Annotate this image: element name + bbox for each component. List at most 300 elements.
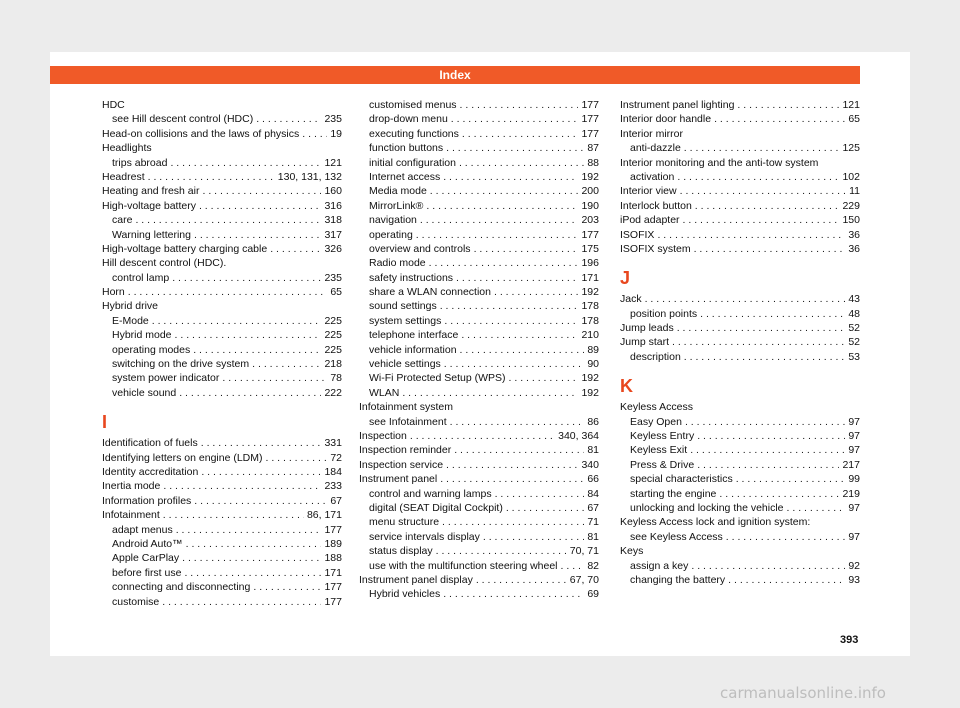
index-entry [359,386,599,400]
entry-pages: 78 [330,372,342,385]
index-entry [359,371,599,385]
dot-leader [645,292,846,306]
index-entry [620,199,860,213]
entry-term: telephone interface [369,329,459,342]
dot-leader [450,415,585,429]
index-entry [359,357,599,371]
index-entry [102,580,342,594]
entry-pages: 222 [324,386,342,399]
entry-term: WLAN [369,386,400,399]
watermark: carmanualsonline.info [720,684,886,702]
dot-leader [444,357,585,371]
entry-term: Internet access [369,170,441,183]
dot-leader [256,112,321,126]
entry-pages: 97 [848,501,860,514]
entry-term: status display [369,545,433,558]
dot-leader [677,321,846,335]
index-heading: HDC [102,99,125,111]
entry-term: share a WLAN connection [369,286,491,299]
entry-term: executing functions [369,127,459,140]
dot-leader [201,436,322,450]
index-entry [359,559,599,573]
index-entry [102,242,342,256]
entry-term: Android Auto™ [112,537,183,550]
entry-term: connecting and disconnecting [112,581,251,594]
index-entry [359,141,599,155]
entry-pages: 177 [324,581,342,594]
entry-term: safety instructions [369,271,454,284]
index-column-2 [359,98,599,602]
entry-term: Instrument panel lighting [620,99,735,111]
entry-term: see Infotainment [369,415,447,428]
entry-pages: 235 [324,271,342,284]
index-entry [620,350,860,364]
dot-leader [561,559,585,573]
entry-pages: 200 [581,185,599,198]
entry-term: customised menus [369,99,457,111]
entry-term: Horn [102,286,125,299]
entry-pages: 340, 364 [558,429,599,442]
entry-pages: 233 [324,480,342,493]
entry-term: description [630,350,681,363]
entry-term: navigation [369,214,417,227]
dot-leader [719,487,839,501]
entry-term: anti-dazzle [630,142,681,155]
dot-leader [495,487,585,501]
entry-pages: 19 [330,127,342,140]
entry-pages: 160 [324,185,342,198]
index-entry [102,213,342,227]
index-entry [620,292,860,306]
index-entry [620,242,860,256]
index-column-3 [620,98,860,587]
dot-leader [253,580,321,594]
dot-leader [446,458,578,472]
index-entry [102,343,342,357]
entry-pages: 67 [330,494,342,507]
index-entry [102,156,342,170]
index-entry [359,429,599,443]
entry-pages: 86, 171 [306,509,342,522]
index-entry [620,170,860,184]
entry-pages: 171 [324,566,342,579]
entry-pages: 184 [324,465,342,478]
entry-pages: 217 [842,458,860,471]
entry-term: Inertia mode [102,480,161,493]
entry-term: Inspection service [359,458,444,471]
dot-leader [402,386,578,400]
entry-pages: 190 [581,199,599,212]
entry-pages: 192 [581,170,599,183]
entry-pages: 82 [587,559,599,572]
entry-term: Heating and fresh air [102,185,200,198]
entry-pages: 171 [581,271,599,284]
entry-term: menu structure [369,516,440,529]
index-heading: Interior mirror [620,127,684,140]
dot-leader [737,98,839,112]
entry-pages: 97 [848,530,860,543]
index-entry [359,573,599,587]
index-entry [620,458,860,472]
index-entry [359,156,599,170]
dot-leader [456,271,578,285]
entry-term: Apple CarPlay [112,552,180,565]
index-entry [359,228,599,242]
entry-term: initial configuration [369,156,456,169]
entry-term: position points [630,307,698,320]
entry-term: digital (SEAT Digital Cockpit) [369,501,503,514]
section-letter-i: I [102,412,108,433]
entry-pages: 89 [587,343,599,356]
dot-leader [184,566,321,580]
index-entry [102,184,342,198]
entry-group [102,98,342,400]
entry-pages: 177 [324,523,342,536]
dot-leader [690,443,845,457]
entry-pages: 81 [587,530,599,543]
entry-term: Keyless Entry [630,430,695,443]
entry-term: High-voltage battery charging cable [102,242,268,255]
index-entry [359,127,599,141]
entry-pages: 130, 131, 132 [277,170,342,183]
index-entry [102,537,342,551]
dot-leader [728,573,845,587]
index-entry [102,523,342,537]
entry-term: Headrest [102,170,145,183]
entry-pages: 70, 71 [569,545,599,558]
index-entry [359,256,599,270]
index-entry [102,465,342,479]
dot-leader [494,285,578,299]
index-entry [620,112,860,126]
index-entry [620,335,860,349]
entry-pages: 93 [848,573,860,586]
entry-term: Hybrid vehicles [369,588,441,601]
entry-pages: 72 [330,451,342,464]
index-entry [359,443,599,457]
index-entry [102,199,342,213]
entry-pages: 188 [324,552,342,565]
dot-leader [461,328,578,342]
index-entry [620,321,860,335]
entry-pages: 88 [587,156,599,169]
section-letter-k: K [620,376,633,397]
index-entry [102,494,342,508]
index-entry [359,343,599,357]
index-entry [359,213,599,227]
dot-leader [700,307,845,321]
dot-leader [714,112,845,126]
entry-term: before first use [112,566,182,579]
entry-pages: 71 [587,516,599,529]
entry-group [620,98,860,256]
entry-pages: 84 [587,487,599,500]
entry-pages: 52 [848,322,860,335]
dot-leader [199,199,322,213]
entry-pages: 225 [324,329,342,342]
entry-term: activation [630,170,675,183]
dot-leader [672,335,845,349]
dot-leader [201,465,321,479]
index-entry [102,595,342,609]
index-entry [102,436,342,450]
entry-pages: 65 [848,113,860,126]
dot-leader [657,228,845,242]
dot-leader [787,501,846,515]
dot-leader [162,595,321,609]
index-heading: Keyless Access lock and ignition system: [620,516,811,529]
entry-term: Head-on collisions and the laws of physics [102,127,300,140]
index-entry [620,228,860,242]
entry-term: Keyless Exit [630,444,688,457]
dot-leader [695,199,840,213]
dot-leader [152,314,322,328]
entry-pages: 175 [581,242,599,255]
dot-leader [266,451,328,465]
entry-term: function buttons [369,142,444,155]
entry-term: system settings [369,314,442,327]
dot-leader [172,271,321,285]
entry-pages: 210 [581,329,599,342]
index-entry [620,443,860,457]
entry-pages: 189 [324,537,342,550]
index-entry [102,314,342,328]
entry-term: High-voltage battery [102,199,196,212]
dot-leader [697,458,839,472]
entry-pages: 192 [581,372,599,385]
entry-pages: 90 [587,358,599,371]
entry-pages: 150 [842,214,860,227]
index-entry [359,242,599,256]
index-entry [102,508,342,522]
dot-leader [202,184,321,198]
entry-pages: 218 [324,358,342,371]
dot-leader [460,343,585,357]
dot-leader [454,443,584,457]
entry-term: Inspection reminder [359,444,452,457]
index-entry [102,386,342,400]
entry-pages: 67 [587,501,599,514]
dot-leader [446,141,584,155]
dot-leader [429,256,579,270]
section-letter-j: J [620,268,631,289]
entry-pages: 177 [581,127,599,140]
index-entry [620,307,860,321]
entry-term: operating [369,228,413,241]
entry-pages: 331 [324,437,342,450]
index-heading: Hybrid drive [102,300,159,313]
entry-term: Press & Drive [630,458,695,471]
dot-leader [252,357,321,371]
entry-term: Media mode [369,185,427,198]
entry-term: Interlock button [620,199,692,212]
entry-term: customise [112,595,160,608]
entry-term: Jump leads [620,322,674,335]
entry-term: see Keyless Access [630,530,723,543]
entry-pages: 36 [848,242,860,255]
index-entry [102,271,342,285]
entry-pages: 177 [324,595,342,608]
entry-term: starting the engine [630,487,717,500]
entry-term: drop-down menu [369,113,448,126]
dot-leader [270,242,321,256]
entry-term: overview and controls [369,242,471,255]
entry-pages: 121 [842,99,860,111]
entry-pages: 121 [324,156,342,169]
entry-pages: 99 [848,473,860,486]
entry-pages: 66 [587,473,599,486]
entry-pages: 102 [842,170,860,183]
index-entry [359,199,599,213]
index-entry [359,314,599,328]
index-entry [359,328,599,342]
dot-leader [726,530,846,544]
entry-pages: 36 [848,228,860,241]
dot-leader [416,228,579,242]
entry-pages: 229 [842,199,860,212]
entry-term: MirrorLink® [369,199,424,212]
index-entry [102,285,342,299]
index-entry [102,112,342,126]
entry-term: control lamp [112,271,170,284]
entry-term: E-Mode [112,314,149,327]
entry-term: Information profiles [102,494,192,507]
entry-term: Instrument panel display [359,573,473,586]
entry-term: unlocking and locking the vehicle [630,501,784,514]
entry-pages: 11 [849,185,860,198]
entry-pages: 192 [581,286,599,299]
entry-term: Infotainment [102,509,160,522]
dot-leader [509,371,579,385]
entry-term: see Hill descent control (HDC) [112,113,254,126]
entry-term: Jack [620,293,642,306]
entry-term: Inspection [359,429,407,442]
index-entry [620,415,860,429]
entry-pages: 196 [581,257,599,270]
entry-pages: 92 [848,559,860,572]
entry-term: use with the multifunction steering wheel [369,559,558,572]
dot-leader [182,551,321,565]
entry-pages: 67, 70 [569,573,599,586]
index-column-1 [102,98,342,609]
dot-leader [186,537,322,551]
page-number: 393 [840,634,859,646]
index-entry [102,328,342,342]
dot-leader [128,285,328,299]
dot-leader [442,515,584,529]
dot-leader [163,508,304,522]
entry-term: system power indicator [112,372,220,385]
entry-pages: 326 [324,242,342,255]
entry-pages: 81 [587,444,599,457]
index-entry [620,472,860,486]
dot-leader [440,299,579,313]
index-entry [359,285,599,299]
entry-pages: 97 [848,444,860,457]
entry-pages: 69 [587,588,599,601]
dot-leader [194,494,327,508]
index-entry [620,501,860,515]
dot-leader [476,573,567,587]
dot-leader [460,98,579,112]
index-entry [102,479,342,493]
entry-pages: 43 [848,293,860,306]
dot-leader [194,228,321,242]
entry-term: Identity accreditation [102,465,199,478]
dot-leader [193,343,321,357]
entry-pages: 235 [324,113,342,126]
index-entry [620,530,860,544]
entry-term: Instrument panel [359,473,438,486]
entry-group [102,436,342,609]
dot-leader [179,386,321,400]
entry-pages: 86 [587,415,599,428]
index-heading: Infotainment system [359,401,453,414]
entry-pages: 178 [581,314,599,327]
dot-leader [222,371,327,385]
index-entry [359,184,599,198]
dot-leader [677,170,839,184]
index-entry [620,141,860,155]
index-entry [359,299,599,313]
index-entry [359,170,599,184]
index-entry [620,184,860,198]
index-entry [620,213,860,227]
index-entry [359,98,599,112]
entry-pages: 53 [848,350,860,363]
index-entry [359,515,599,529]
entry-pages: 97 [848,430,860,443]
index-entry [359,458,599,472]
entry-term: vehicle sound [112,386,177,399]
entry-term: Interior view [620,185,677,198]
entry-term: sound settings [369,300,437,313]
index-entry [359,587,599,601]
index-entry [359,544,599,558]
index-heading: Keyless Access [620,401,693,414]
entry-group [620,292,860,364]
entry-term: Identification of fuels [102,437,198,450]
index-entry [102,566,342,580]
entry-term: ISOFIX system [620,242,691,255]
dot-leader [148,170,275,184]
dot-leader [694,242,846,256]
dot-leader [483,530,584,544]
entry-pages: 316 [324,199,342,212]
entry-term: assign a key [630,559,689,572]
entry-pages: 177 [581,113,599,126]
dot-leader [684,141,840,155]
entry-pages: 52 [848,336,860,349]
dot-leader [474,242,579,256]
entry-pages: 48 [848,307,860,320]
section-banner: Index [50,66,860,84]
index-entry [620,573,860,587]
entry-term: Warning lettering [112,228,191,241]
entry-term: Hybrid mode [112,329,172,342]
index-entry [620,429,860,443]
entry-pages: 219 [842,487,860,500]
index-entry [620,559,860,573]
entry-term: care [112,214,133,227]
dot-leader [683,213,840,227]
index-heading: Keys [620,545,644,558]
dot-leader [506,501,584,515]
entry-pages: 65 [330,286,342,299]
entry-term: Wi-Fi Protected Setup (WPS) [369,372,506,385]
dot-leader [176,523,322,537]
index-heading: Headlights [102,142,152,155]
